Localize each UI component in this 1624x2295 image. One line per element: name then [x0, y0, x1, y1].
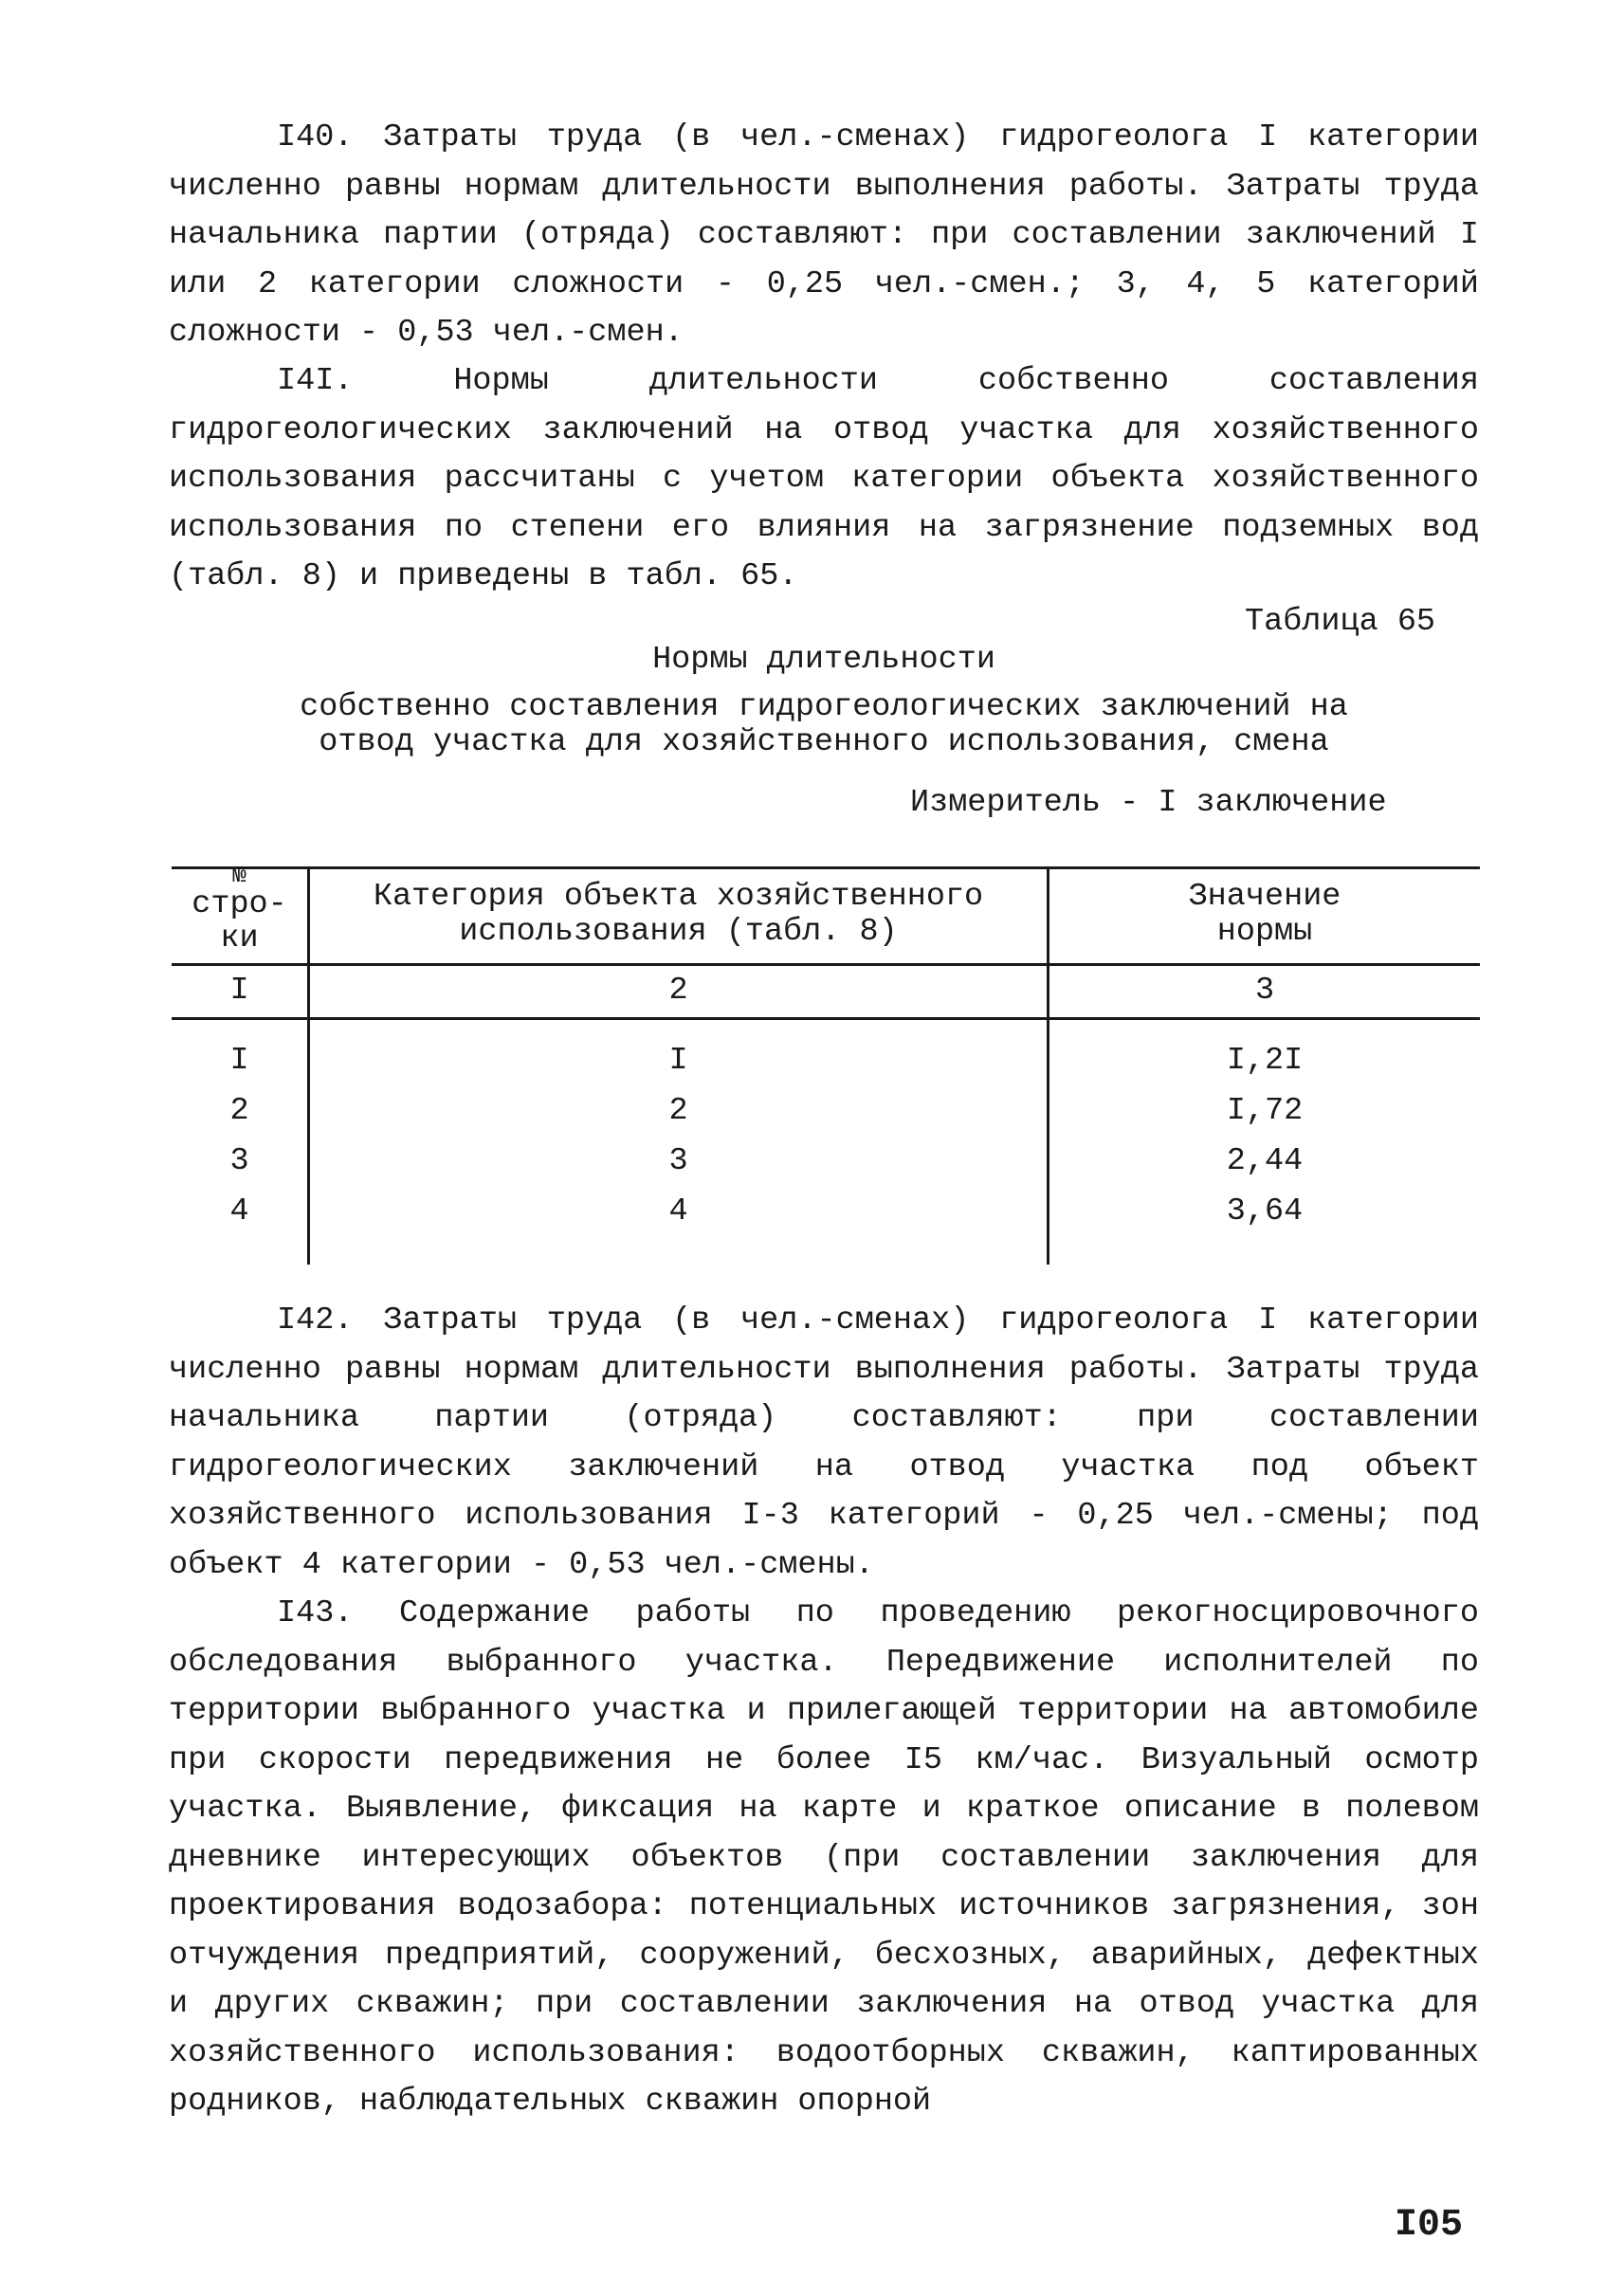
- paragraph-140: I40. Затраты труда (в чел.-сменах) гидрогеолога I категории численно равны нормам длительности выполнения работы. Затраты труда начальника партии (отряда) составляют: при составлении заключений I или 2 категории сложности - 0,25 чел.-смен.; 3, 4, 5 категорий сложности - 0,53 чел.-смен.: [169, 119, 1479, 351]
- table-top-rule: [172, 866, 1480, 869]
- table-header-rule: [172, 963, 1480, 966]
- row-4-category: 4: [668, 1193, 688, 1229]
- norms-table: [172, 866, 1480, 1265]
- page-number: I05: [1394, 2204, 1463, 2247]
- column-number-3: 3: [1254, 973, 1275, 1009]
- header-col-2-line-1: Категория объекта хозяйственного: [373, 879, 984, 915]
- header-col-2-line-2: использования (табл. 8): [459, 914, 898, 950]
- column-number-1: I: [229, 973, 249, 1009]
- row-2-value: I,72: [1226, 1093, 1304, 1129]
- column-number-2: 2: [668, 973, 688, 1009]
- row-1-value: I,2I: [1226, 1043, 1304, 1079]
- table-numbers-rule: [172, 1017, 1480, 1020]
- header-col-1-line-3: ки: [220, 920, 259, 956]
- row-3-value: 2,44: [1226, 1143, 1304, 1179]
- paragraph-141: I4I. Нормы длительности собственно составления гидрогеологических заключений на отвод участка для хозяйственного использования рассчитаны с учетом категории объекта хозяйственного использования по степени его влияния на загрязнение подземных вод (табл. 8) и приведены в табл. 65.: [169, 363, 1479, 594]
- row-4-value: 3,64: [1226, 1193, 1304, 1229]
- header-col-1-line-2: стро-: [192, 886, 287, 922]
- header-col-1-line-1: №: [232, 864, 246, 889]
- header-col-3-line-1: Значение: [1188, 879, 1341, 915]
- row-2-category: 2: [668, 1093, 688, 1129]
- row-3-number: 3: [229, 1143, 249, 1179]
- table-subtitle-line-1: собственно составления гидрогеологических заключений на: [300, 689, 1348, 725]
- row-1-category: I: [668, 1043, 688, 1079]
- paragraph-142: I42. Затраты труда (в чел.-сменах) гидрогеолога I категории численно равны нормам длительности выполнения работы. Затраты труда начальника партии (отряда) составляют: при составлении гидрогеологических заключений на отвод участка под объект хозяйственного использования I-3 категорий - 0,25 чел.-смены; под объект 4 категории - 0,53 чел.-смены.: [169, 1302, 1479, 1583]
- row-4-number: 4: [229, 1193, 249, 1229]
- table-title: Нормы длительности: [652, 642, 995, 678]
- header-col-3-line-2: нормы: [1216, 914, 1313, 950]
- paragraph-143: I43. Содержание работы по проведению рекогносцировочного обследования выбранного участка. Передвижение исполнителей по территории выбранного участка и прилегающей территории на автомобиле при скорости передвижения не более I5 км/час. Визуальный осмотр участка. Выявление, фиксация на карте и краткое описание в полевом дневнике интересующих объектов (при составлении заключения для проектирования водозабора: потенциальных источников загрязнения, зон отчуждения предприятий, сооружений, бесхозных, аварийных, дефектных и других скважин; при составлении заключения на отвод участка для хозяйственного использования: водоотборных скважин, каптированных родников, наблюдательных скважин опорной: [169, 1595, 1479, 2120]
- table-measure: Измеритель - I заключение: [910, 785, 1387, 821]
- row-1-number: I: [229, 1043, 249, 1079]
- table-label: Таблица 65: [1245, 604, 1436, 640]
- row-3-category: 3: [668, 1143, 688, 1179]
- table-subtitle-line-2: отвод участка для хозяйственного использования, смена: [319, 724, 1329, 760]
- row-2-number: 2: [229, 1093, 249, 1129]
